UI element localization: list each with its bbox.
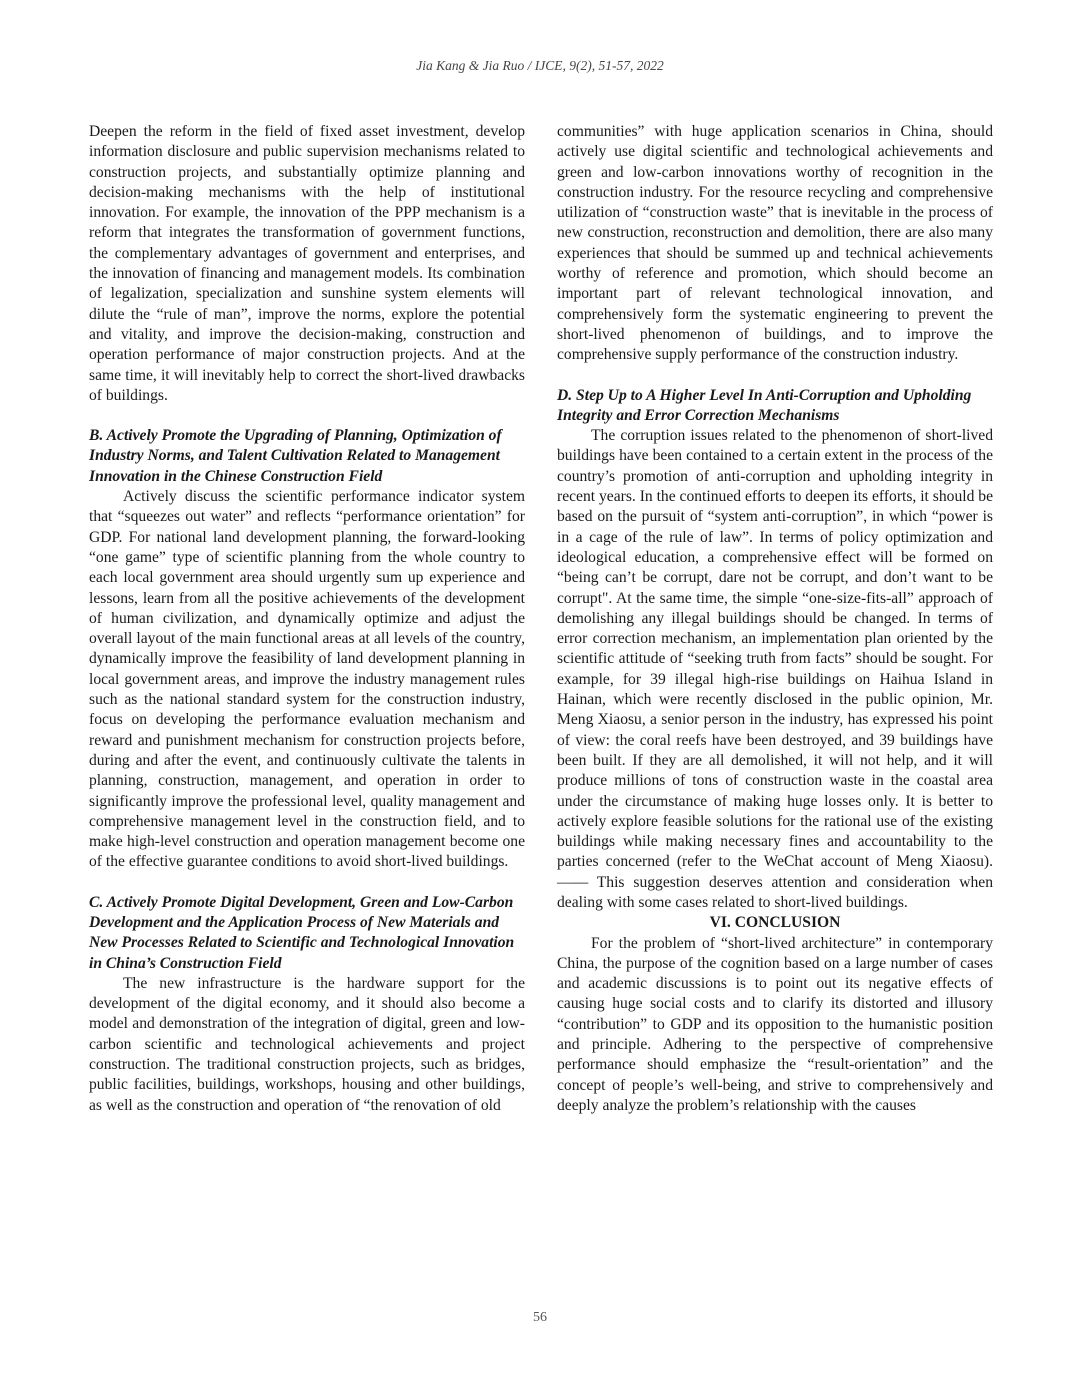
subsection-heading-b: B. Actively Promote the Upgrading of Planning, Optimization of Industry Norms, and Talent Cultivation Related to Management Innovation in the Chinese Construction Field: [89, 427, 502, 485]
running-header: Jia Kang & Jia Ruo / IJCE, 9(2), 51-57, 2022: [416, 58, 664, 73]
right-column: [557, 122, 993, 1116]
subsection-heading-d: D. Step Up to A Higher Level In Anti-Corruption and Upholding Integrity and Error Correction Mechanisms: [557, 386, 972, 424]
body-paragraph: Deepen the reform in the field of fixed asset investment, develop information disclosure and public supervision mechanisms related to construction projects, and substantially optimize planning and decision-making mechanisms with the help of institutional innovation. For example, the innovation of the PPP mechanism is a reform that integrates the transformation of government functions, the complementary advantages of government and enterprises, and the innovation of financing and management models. Its combination of legalization, specialization and sunshine system elements will dilute the “rule of man”, improve the norms, explore the potential and vitality, and improve the decision-making, construction and operation performance of major construction projects. And at the same time, it will inevitably help to correct the short-lived drawbacks of buildings.: [89, 123, 525, 404]
paragraph-gap: [89, 406, 525, 426]
body-paragraph: communities” with huge application scenarios in China, should actively use digital scientific and technological achievements and green and low-carbon innovations worthy of recognition in the construction industry. For the resource recycling and comprehensive utilization of “construction waste” that is inevitable in the process of new construction, reconstruction and demolition, there are also many experiences that should be summed up and technical achievements worthy of reference and promotion, which should become an important part of relevant technological innovation, and comprehensively form the systematic engineering to prevent the short-lived phenomenon of buildings, and to improve the comprehensive supply performance of the construction industry.: [557, 123, 993, 364]
paragraph-gap: [89, 873, 525, 893]
left-column: [89, 122, 525, 1116]
body-paragraph: The new infrastructure is the hardware support for the development of the digital economy, and it should also become a model and demonstration of the integration of digital, green and low-carbon scientific and technological achievements and project construction. The traditional construction projects, such as bridges, public facilities, buildings, workshops, housing and other buildings, as well as the construction and operation of “the renovation of old: [89, 974, 525, 1114]
subsection-heading-c: C. Actively Promote Digital Development, Green and Low-Carbon Development and the Application Process of New Materials and New Processes Related to Scientific and Technological Innovation in China’s Construction Field: [89, 893, 515, 972]
body-paragraph: The corruption issues related to the phenomenon of short-lived buildings have been contained to a certain extent in the process of the country’s promotion of anti-corruption and upholding integrity in recent years. In the continued efforts to deepen its efforts, it should be based on the pursuit of “system anti-corruption”, in which “power is in a cage of the rule of law”. In terms of policy optimization and ideological education, a comprehensive effect will be formed on “being can’t be corrupt, dare not be corrupt, and don’t want to be corrupt". At the same time, the simple “one-size-fits-all” approach of demolishing any illegal buildings should be changed. In terms of error correction mechanism, an implementation plan oriented by the scientific attitude of “seeking truth from facts” should be sought. For example, for 39 illegal high-rise buildings on Haihua Island in Hainan, which were recently disclosed in the public opinion, Mr. Meng Xiaosu, a senior person in the industry, has expressed his point of view: the coral reefs have been destroyed, and 39 buildings have been built. If they are all demolished, it will not help, and it will produce millions of tons of construction waste in the coastal area under the circumstance of making huge losses only. It is better to actively explore feasible solutions for the rational use of the existing buildings while making necessary fines and accountability to the parties concerned (refer to the WeChat account of Meng Xiaosu). —— This suggestion deserves attention and consideration when dealing with some cases related to short-lived buildings.: [557, 427, 993, 911]
body-paragraph: Actively discuss the scientific performance indicator system that “squeezes out water” and reflects “performance orientation” for GDP. For national land development planning, the forward-looking “one game” type of scientific planning from the whole country to each local government area should urgently sum up experience and lessons, learn from all the positive achievements of the development of human civilization, and dynamically optimize and adjust the overall layout of the main functional areas at all levels of the country, dynamically improve the feasibility of land development planning in local government areas, and improve the industry management rules such as the national standard system for the construction industry, focus on developing the performance evaluation mechanism and reward and punishment mechanism for construction projects before, during and after the event, and continuously cultivate the talents in planning, construction, management, and operation in order to significantly improve the professional level, quality management and comprehensive management level in the construction field, and to make high-level construction and operation management become one of the effective guarantee conditions to avoid short-lived buildings.: [89, 488, 525, 871]
paragraph-gap: [557, 366, 993, 386]
section-heading-conclusion: VI. CONCLUSION: [709, 914, 841, 932]
page-number: 56: [533, 1310, 547, 1325]
body-paragraph: For the problem of “short-lived architecture” in contemporary China, the purpose of the cognition based on a large number of cases and academic discussions is to point out its negative effects of causing huge social costs and to clarify its distorted and illusory “contribution” to GDP and its opposition to the humanistic position and principle. Adhering to the perspective of comprehensive performance should emphasize the “result-orientation” and the concept of people’s well-being, and strive to comprehensively and deeply analyze the problem’s relationship with the causes: [557, 934, 993, 1114]
